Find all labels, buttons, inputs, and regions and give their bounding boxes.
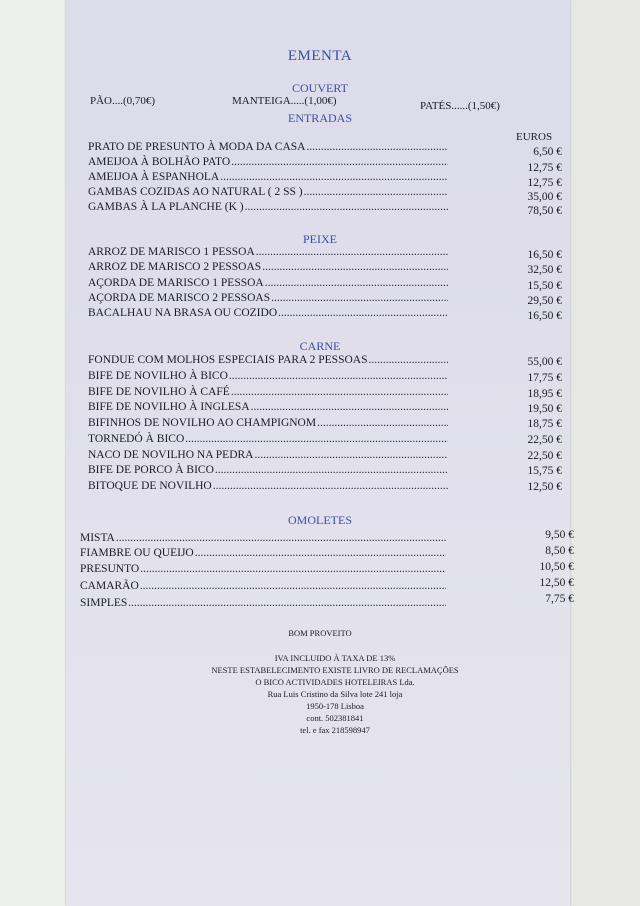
item-name: BIFE DE NOVILHO À CAFÉ [88, 386, 230, 398]
background-left [0, 0, 66, 906]
menu-item [80, 563, 446, 576]
menu-item [88, 201, 448, 214]
dot-leader [231, 386, 448, 399]
dot-leader [278, 307, 448, 320]
item-price: 29,50 € [527, 295, 562, 307]
footer-line-address: Rua Luis Cristino da Silva lote 241 loja [267, 689, 403, 699]
footer-line-iva: IVA INCLUIDO À TAXA DE 13% [274, 653, 396, 663]
menu-item [88, 449, 448, 462]
menu-item [88, 464, 448, 477]
dot-leader [245, 201, 448, 214]
item-name: AMEIJOA À ESPANHOLA [88, 171, 220, 183]
footer-line-reclamacoes: NESTE ESTABELECIMENTO EXISTE LIVRO DE RECLAMAÇÕES [211, 665, 459, 675]
item-price: 35,00 € [527, 191, 562, 203]
menu-item [88, 186, 448, 199]
dot-leader [265, 277, 448, 290]
item-price: 6,50 € [533, 146, 562, 158]
menu-item [88, 417, 448, 430]
dot-leader [215, 464, 448, 477]
item-name: BIFE DE NOVILHO À BICO [88, 370, 228, 382]
item-price: 22,50 € [527, 434, 562, 446]
menu-item [88, 433, 448, 446]
item-name: GAMBAS COZIDAS AO NATURAL ( 2 SS ) [88, 186, 303, 198]
dot-leader [231, 156, 448, 169]
couvert-item-manteiga: MANTEIGA.....(1,00€) [232, 95, 337, 107]
item-name: SIMPLES [80, 597, 128, 609]
currency-label: EUROS [516, 131, 553, 143]
couvert-heading: COUVERT [292, 81, 348, 95]
menu-item [88, 480, 448, 493]
item-price: 22,50 € [527, 450, 562, 462]
omoletes-heading: OMOLETES [288, 513, 352, 527]
item-price: 78,50 € [527, 205, 562, 217]
item-price: 12,75 € [527, 177, 562, 189]
item-name: FONDUE COM MOLHOS ESPECIAIS PARA 2 PESSOAS [88, 354, 368, 366]
item-price: 15,50 € [527, 280, 562, 292]
entradas-heading: ENTRADAS [287, 111, 352, 125]
item-price: 7,75 € [545, 593, 574, 605]
couvert-item-pates: PATÉS......(1,50€) [420, 100, 500, 112]
dot-leader [256, 246, 448, 259]
item-name: ARROZ DE MARISCO 2 PESSOAS [88, 261, 262, 273]
item-price: 10,50 € [539, 561, 574, 573]
menu-item [88, 354, 448, 367]
dot-leader [271, 292, 448, 305]
dot-leader [195, 547, 446, 560]
item-name: FIAMBRE OU QUEIJO [80, 547, 194, 559]
item-price: 19,50 € [527, 403, 562, 415]
footer-line-contribuinte: cont. 502381841 [306, 713, 364, 723]
dot-leader [140, 580, 446, 593]
item-name: BIFE DE NOVILHO À INGLESA [88, 401, 250, 413]
item-name: GAMBAS À LA PLANCHE (K ) [88, 201, 244, 213]
dot-leader [254, 449, 448, 462]
menu-item [88, 292, 448, 305]
menu-item [88, 277, 448, 290]
menu-item [88, 401, 448, 414]
menu-item [80, 532, 446, 545]
item-price: 16,50 € [527, 310, 562, 322]
item-name: BITOQUE DE NOVILHO [88, 480, 212, 492]
dot-leader [368, 354, 448, 367]
menu-title: EMENTA [287, 48, 353, 64]
background-right [570, 0, 640, 906]
item-price: 12,50 € [539, 577, 574, 589]
peixe-heading: PEIXE [303, 232, 337, 246]
menu-item [88, 246, 448, 259]
item-price: 18,75 € [527, 418, 562, 430]
menu-item [88, 141, 448, 154]
item-price: 15,75 € [527, 465, 562, 477]
item-price: 18,95 € [527, 388, 562, 400]
item-price: 32,50 € [527, 264, 562, 276]
menu-item [88, 370, 448, 383]
menu-item [88, 156, 448, 169]
menu-item [88, 171, 448, 184]
menu-item [80, 580, 446, 593]
menu-item [88, 386, 448, 399]
dot-leader [140, 563, 446, 576]
dot-leader [304, 186, 448, 199]
menu-item [80, 597, 446, 610]
item-name: PRESUNTO [80, 563, 140, 575]
item-price: 17,75 € [527, 372, 562, 384]
dot-leader [306, 141, 448, 154]
dot-leader [116, 532, 446, 545]
item-price: 8,50 € [545, 545, 574, 557]
couvert-item-pao: PÃO....(0,70€) [90, 95, 156, 107]
dot-leader [317, 417, 448, 430]
item-price: 55,00 € [527, 356, 562, 368]
dot-leader [229, 370, 448, 383]
dot-leader [213, 480, 448, 493]
carne-heading: CARNE [299, 339, 341, 353]
item-name: TORNEDÓ À BICO [88, 433, 185, 445]
dot-leader [220, 171, 448, 184]
item-name: BIFE DE PORCO À BICO [88, 464, 214, 476]
item-price: 9,50 € [545, 529, 574, 541]
closing-text: BOM PROVEITO [288, 628, 352, 638]
item-name: NACO DE NOVILHO NA PEDRA [88, 449, 254, 461]
menu-item [88, 307, 448, 320]
footer-line-phone: tel. e fax 218598947 [300, 725, 370, 735]
menu-item [80, 547, 446, 560]
dot-leader [185, 433, 448, 446]
footer-line-company: O BICO ACTIVIDADES HOTELEIRAS Lda. [255, 677, 415, 687]
item-name: CAMARÃO [80, 580, 139, 592]
menu-item [88, 261, 448, 274]
item-price: 12,75 € [527, 162, 562, 174]
item-name: AMEIJOA À BOLHÃO PATO [88, 156, 231, 168]
item-price: 12,50 € [527, 481, 562, 493]
dot-leader [251, 401, 448, 414]
item-name: BACALHAU NA BRASA OU COZIDO [88, 307, 278, 319]
item-name: MISTA [80, 532, 115, 544]
item-name: AÇORDA DE MARISCO 2 PESSOAS [88, 292, 271, 304]
item-name: BIFINHOS DE NOVILHO AO CHAMPIGNOM [88, 417, 317, 429]
dot-leader [128, 597, 446, 610]
dot-leader [262, 261, 448, 274]
item-name: ARROZ DE MARISCO 1 PESSOA [88, 246, 255, 258]
footer-line-postal: 1950-178 Lisboa [306, 701, 364, 711]
item-name: AÇORDA DE MARISCO 1 PESSOA [88, 277, 264, 289]
item-price: 16,50 € [527, 249, 562, 261]
item-name: PRATO DE PRESUNTO À MODA DA CASA [88, 141, 306, 153]
